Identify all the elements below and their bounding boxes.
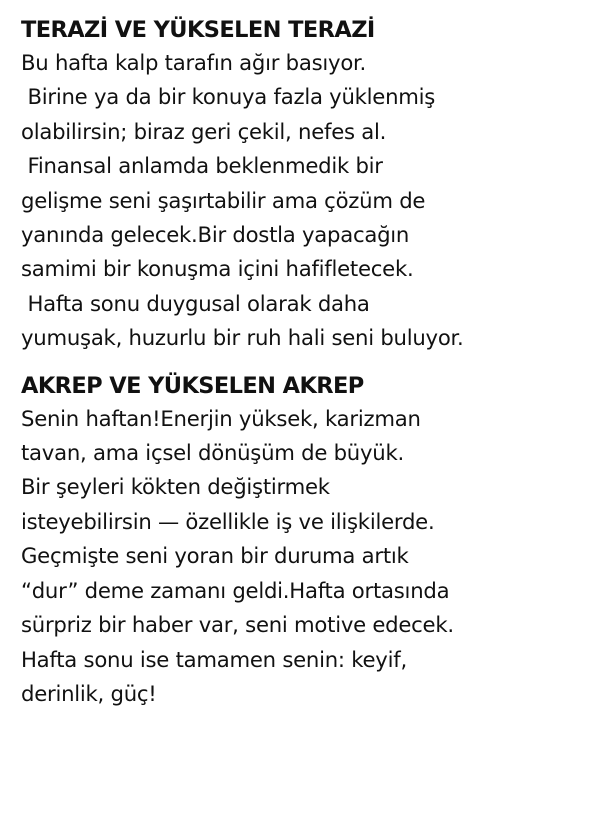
text-line: isteyebilirsin — özellikle iş ve ilişkilerde.	[21, 508, 435, 534]
text-line: samimi bir konuşma içini hafifletecek.	[21, 256, 414, 282]
section-title: TERAZİ VE YÜKSELEN TERAZİ	[21, 17, 375, 43]
text-line: sürpriz bir haber var, seni motive edecek.	[21, 612, 454, 638]
section-akrep	[21, 370, 606, 712]
text-line: yanında gelecek.Bir dostla yapacağın	[21, 222, 410, 248]
text-line: Geçmişte seni yoran bir duruma artık	[21, 543, 409, 569]
text-line: Bir şeyleri kökten değiştirmek	[21, 474, 330, 500]
text-line: Hafta sonu ise tamamen senin: keyif,	[21, 646, 407, 672]
section-title: AKREP VE YÜKSELEN AKREP	[21, 372, 364, 399]
horoscope-page	[21, 14, 606, 711]
section-terazi	[21, 14, 606, 356]
text-line: yumuşak, huzurlu bir ruh hali seni buluyor.	[21, 325, 464, 351]
text-line: tavan, ama içsel dönüşüm de büyük.	[21, 440, 404, 466]
text-line: derinlik, güç!	[21, 680, 157, 706]
text-line: Birine ya da bir konuya fazla yüklenmiş	[21, 84, 436, 110]
text-line: “dur” deme zamanı geldi.Hafta ortasında	[21, 577, 450, 603]
text-line: Senin haftan!Enerjin yüksek, karizman	[21, 405, 421, 431]
text-line: olabilirsin; biraz geri çekil, nefes al.	[21, 118, 387, 144]
text-line: Bu hafta kalp tarafın ağır basıyor.	[21, 50, 367, 75]
text-line: gelişme seni şaşırtabilir ama çözüm de	[21, 187, 426, 213]
text-line: Finansal anlamda beklenmedik bir	[21, 153, 383, 179]
text-line: Hafta sonu duygusal olarak daha	[21, 290, 370, 316]
